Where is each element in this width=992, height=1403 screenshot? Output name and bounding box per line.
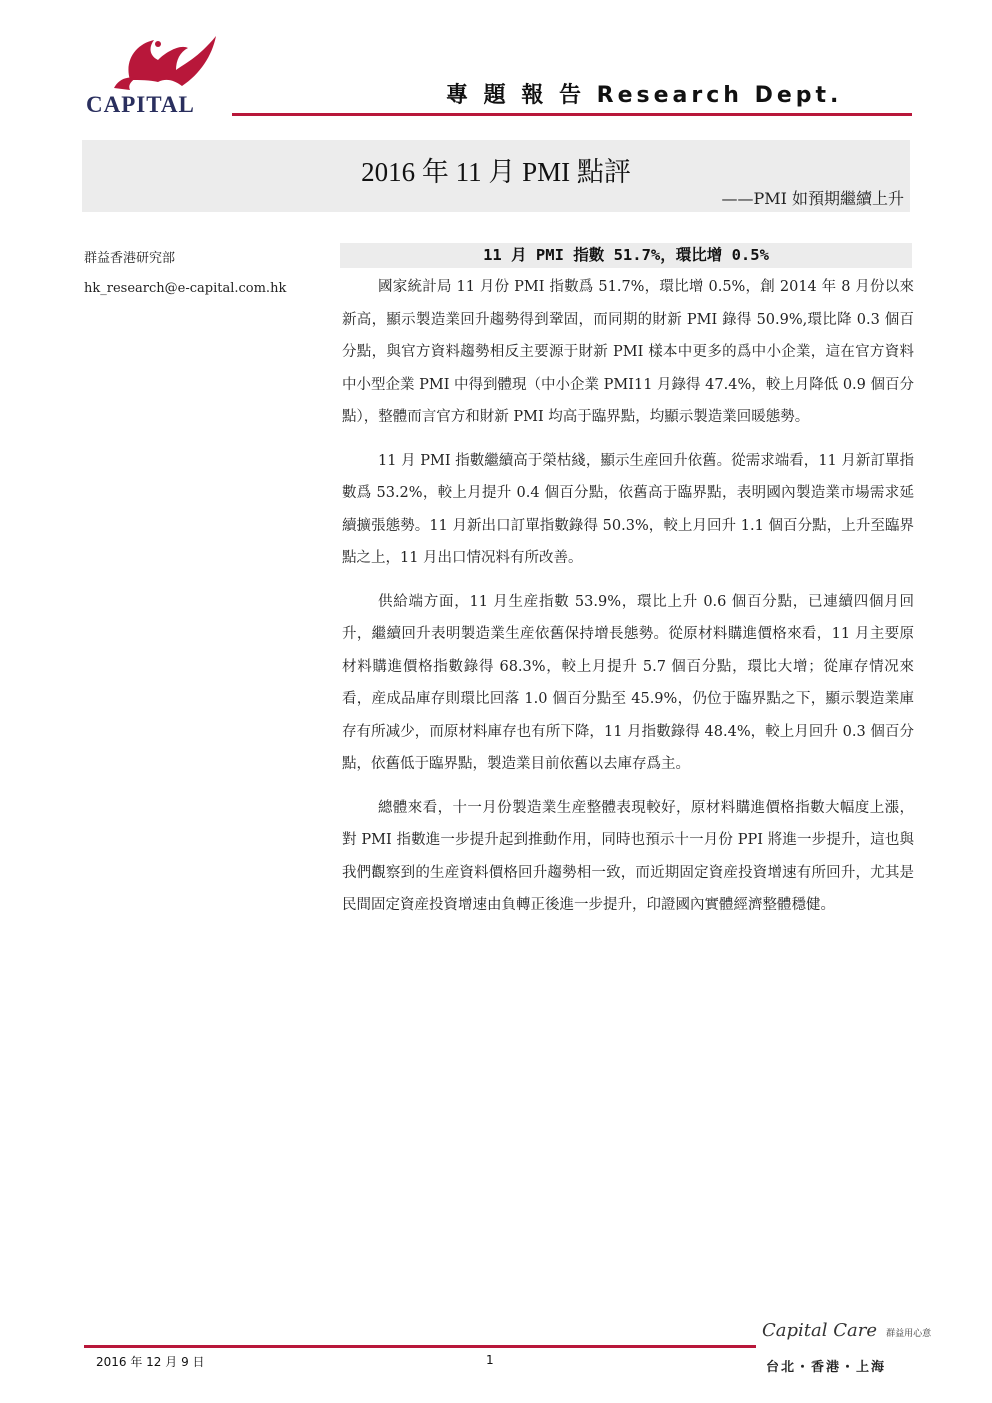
footer-date: 2016 年 12 月 9 日 [96,1355,205,1369]
brand-tag: 群益用心意 [886,1329,932,1339]
contact-email: hk_research@e-capital.com.hk [84,281,287,296]
office-cities: 台北・香港・上海 [766,1360,887,1375]
header-divider [232,113,912,116]
section-heading: 11 月 PMI 指數 51.7%，環比增 0.5% [340,243,912,268]
paragraph: 總體來看，十一月份製造業生産整體表現較好，原材料購進價格指數大幅度上漲，對 PMI 指數進一步提升起到推動作用，同時也預示十一月份 PPI 將進一步提升，這也與我們觀察到的生産資料價格回升趨勢相一致，而近期固定資産投資增速有所回升，尤其是民間固定資産投資增速由負轉正後進一步提升，印證國內實體經濟整體穩健。 [342,799,914,913]
capital-care-logo [762,1320,931,1341]
paragraph: 國家統計局 11 月份 PMI 指數爲 51.7%，環比增 0.5%，創 2014 年 8 月份以來新高，顯示製造業回升趨勢得到鞏固，而同期的財新 PMI 錄得 50.9%,環比降 0.3 個百分點，與官方資料趨勢相反主要源于財新 PMI 樣本中更多的爲中小企業，這在官方資料中小型企業 PMI 中得到體現（中小企業 PMI11 月錄得 47.4%，較上月降低 0.9 個百分點），整體而言官方和財新 PMI 均高于臨界點，均顯示製造業回暖態勢。 [342,279,914,425]
logo-text: CAPITAL [86,92,195,117]
document-title: 2016 年 11 月 PMI 點評 [361,157,631,187]
author-sidebar [84,244,286,304]
paragraph: 供給端方面，11 月生産指數 53.9%，環比上升 0.6 個百分點，已連續四個月回升，繼續回升表明製造業生産依舊保持增長態勢。從原材料購進價格來看，11 月主要原材料購進價格指數錄得 68.3%，較上月提升 5.7 個百分點，環比大增；從庫存情况來看，産成品庫存則環比回落 1.0 個百分點至 45.9%，仍位于臨界點之下，顯示製造業庫存有所减少，而原材料庫存也有所下降，11 月指數錄得 48.4%，較上月回升 0.3 個百分點，依舊低于臨界點，製造業目前依舊以去庫存爲主。 [342,593,914,772]
page-number: 1 [486,1353,494,1367]
report-type-title: 專 題 報 告 Research Dept. [446,83,843,108]
article-body [342,271,914,933]
title-banner [82,140,910,212]
document-subtitle: ——PMI 如預期繼續上升 [721,189,904,208]
brand-script: Capital Care [762,1320,877,1341]
department-label: 群益香港研究部 [84,251,176,266]
footer-divider [84,1345,756,1348]
paragraph: 11 月 PMI 指數繼續高于榮枯綫，顯示生産回升依舊。從需求端看，11 月新訂單指數爲 53.2%，較上月提升 0.4 個百分點，依舊高于臨界點，表明國內製造業市場需求延續擴張態勢。11 月新出口訂單指數錄得 50.3%，較上月回升 1.1 個百分點，上升至臨界點之上，11 月出口情况料有所改善。 [342,452,914,566]
